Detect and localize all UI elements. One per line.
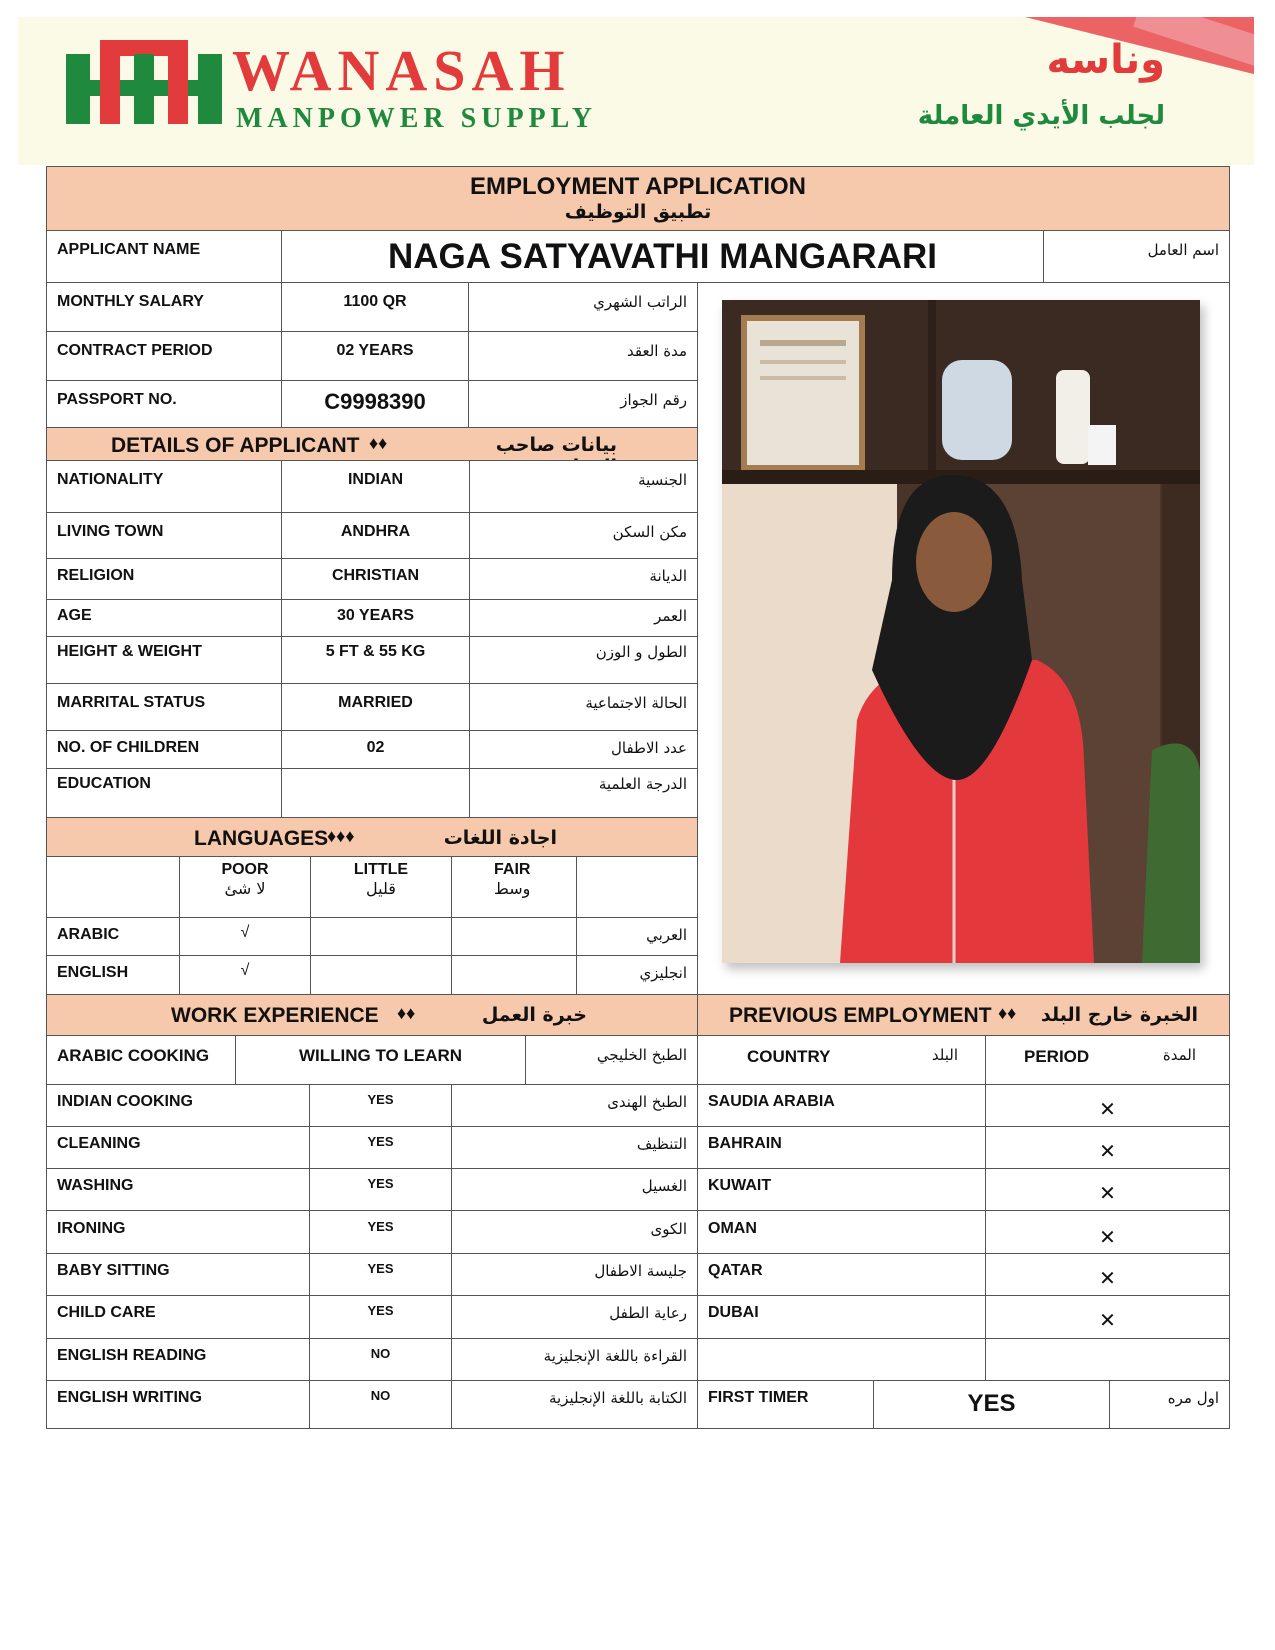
language-level-header xyxy=(179,856,311,918)
applicant-name-value: NAGA SATYAVATHI MANGARARI xyxy=(281,230,1044,283)
level-mark: √ xyxy=(179,917,311,956)
country-name: OMAN xyxy=(697,1210,986,1254)
language-name-arabic: العربي xyxy=(576,917,698,956)
blank-cell xyxy=(985,1338,1230,1381)
level-little-arabic: قليل xyxy=(366,879,396,898)
level-fair: FAIR xyxy=(494,861,531,878)
work-label-arabic: الغسيل xyxy=(451,1168,698,1211)
diamond-icon: ♦♦ xyxy=(397,1003,416,1023)
detail-label-arabic: الحالة الاجتماعية xyxy=(469,683,698,731)
level-mark: √ xyxy=(179,955,311,995)
detail-value: ANDHRA xyxy=(281,512,470,559)
applicant-name-label-arabic: اسم العامل xyxy=(1043,230,1230,283)
language-name: ARABIC xyxy=(46,917,180,956)
work-label: ARABIC COOKING xyxy=(46,1035,236,1085)
brand-name-arabic: وناسه xyxy=(1046,37,1165,83)
first-timer-value: YES xyxy=(873,1380,1110,1429)
country-name: QATAR xyxy=(697,1253,986,1296)
work-label: CLEANING xyxy=(46,1126,310,1169)
passport-label-arabic: رقم الجواز xyxy=(468,380,698,428)
level-fair-arabic: وسط xyxy=(494,879,531,898)
form-title: EMPLOYMENT APPLICATION xyxy=(470,173,806,200)
level-poor: POOR xyxy=(221,861,269,878)
salary-value: 1100 QR xyxy=(281,282,469,332)
work-value: YES xyxy=(309,1168,452,1211)
detail-label-arabic: عدد الاطفال xyxy=(469,730,698,769)
work-label: ENGLISH WRITING xyxy=(46,1380,310,1429)
level-mark xyxy=(451,917,577,956)
contract-label-arabic: مدة العقد xyxy=(468,331,698,381)
diamond-icon: ♦♦ xyxy=(998,1003,1017,1023)
contract-label: CONTRACT PERIOD xyxy=(46,331,282,381)
detail-label: EDUCATION xyxy=(46,768,282,818)
salary-label: MONTHLY SALARY xyxy=(46,282,282,332)
languages-title: LANGUAGES xyxy=(194,827,329,850)
work-title-arabic: خبرة العمل xyxy=(481,1004,587,1026)
work-value: YES xyxy=(309,1084,452,1127)
level-mark xyxy=(310,955,452,995)
passport-value: C9998390 xyxy=(281,380,469,428)
company-logo-icon xyxy=(64,36,224,126)
passport-label: PASSPORT NO. xyxy=(46,380,282,428)
detail-label: AGE xyxy=(46,599,282,637)
work-title: WORK EXPERIENCE xyxy=(171,1004,379,1027)
country-name: SAUDIA ARABIA xyxy=(697,1084,986,1127)
form-title-header xyxy=(46,166,1230,231)
country-header: COUNTRY xyxy=(747,1047,831,1066)
work-value: YES xyxy=(309,1210,452,1254)
details-title: DETAILS OF APPLICANT xyxy=(111,434,360,457)
applicant-name-label: APPLICANT NAME xyxy=(46,230,282,283)
previous-section-header xyxy=(697,994,1230,1036)
work-value: YES xyxy=(309,1126,452,1169)
brand-subtitle-arabic: لجلب الأيدي العاملة xyxy=(917,101,1165,131)
work-value: WILLING TO LEARN xyxy=(235,1035,526,1085)
detail-label-arabic: الديانة xyxy=(469,558,698,600)
language-name-arabic: انجليزي xyxy=(576,955,698,995)
brand-name: WANASAH xyxy=(232,38,571,103)
language-name: ENGLISH xyxy=(46,955,180,995)
level-mark xyxy=(310,917,452,956)
work-section-header xyxy=(46,994,698,1036)
detail-value: INDIAN xyxy=(281,460,470,513)
diamond-icon: ♦♦♦ xyxy=(327,826,355,846)
contract-value: 02 YEARS xyxy=(281,331,469,381)
work-label: IRONING xyxy=(46,1210,310,1254)
languages-title-arabic: اجادة اللغات xyxy=(443,827,557,849)
detail-label-arabic: العمر xyxy=(469,599,698,637)
diamond-icon: ♦♦ xyxy=(369,433,388,453)
first-timer-label: FIRST TIMER xyxy=(697,1380,874,1429)
work-label-arabic: الطبخ الهندى xyxy=(451,1084,698,1127)
work-label-arabic: القراءة باللغة الإنجليزية xyxy=(451,1338,698,1381)
period-mark: ✕ xyxy=(985,1084,1230,1127)
country-name: KUWAIT xyxy=(697,1168,986,1211)
detail-label: LIVING TOWN xyxy=(46,512,282,559)
languages-blank-cell xyxy=(46,856,180,918)
detail-label: HEIGHT & WEIGHT xyxy=(46,636,282,684)
work-label-arabic: رعاية الطفل xyxy=(451,1295,698,1339)
period-column-header xyxy=(985,1035,1230,1085)
work-label-arabic: التنظيف xyxy=(451,1126,698,1169)
first-timer-label-arabic: اول مره xyxy=(1109,1380,1230,1429)
detail-value xyxy=(281,768,470,818)
languages-section-header xyxy=(46,817,698,857)
detail-value: 02 xyxy=(281,730,470,769)
period-mark: ✕ xyxy=(985,1168,1230,1211)
detail-label-arabic: مكن السكن xyxy=(469,512,698,559)
work-label: ENGLISH READING xyxy=(46,1338,310,1381)
period-mark: ✕ xyxy=(985,1253,1230,1296)
work-label-arabic: جليسة الاطفال xyxy=(451,1253,698,1296)
brand-subtitle: MANPOWER SUPPLY xyxy=(236,103,597,134)
work-value: YES xyxy=(309,1295,452,1339)
details-title-arabic: بيانات صاحب xyxy=(495,434,617,456)
detail-label: RELIGION xyxy=(46,558,282,600)
detail-label-arabic: الجنسية xyxy=(469,460,698,513)
work-label: WASHING xyxy=(46,1168,310,1211)
work-value: NO xyxy=(309,1380,452,1429)
period-mark: ✕ xyxy=(985,1210,1230,1254)
previous-title-arabic: الخبرة خارج البلد xyxy=(1041,1004,1198,1026)
level-little: LITTLE xyxy=(353,861,409,878)
country-name: BAHRAIN xyxy=(697,1126,986,1169)
work-label: CHILD CARE xyxy=(46,1295,310,1339)
detail-value: 5 FT & 55 KG xyxy=(281,636,470,684)
detail-value: 30 YEARS xyxy=(281,599,470,637)
work-label-arabic: الكتابة باللغة الإنجليزية xyxy=(451,1380,698,1429)
applicant-photo xyxy=(722,300,1200,963)
work-label: INDIAN COOKING xyxy=(46,1084,310,1127)
blank-cell xyxy=(697,1338,986,1381)
country-column-header xyxy=(697,1035,986,1085)
language-level-header xyxy=(451,856,577,918)
period-header: PERIOD xyxy=(1024,1047,1090,1066)
languages-blank-cell xyxy=(576,856,698,918)
country-name: DUBAI xyxy=(697,1295,986,1339)
detail-label-arabic: الدرجة العلمية xyxy=(469,768,698,818)
details-section-header xyxy=(46,427,698,461)
work-value: YES xyxy=(309,1253,452,1296)
work-label-arabic: الطبخ الخليجي xyxy=(525,1035,698,1085)
detail-label-arabic: الطول و الوزن xyxy=(469,636,698,684)
country-header-arabic: البلد xyxy=(931,1046,958,1064)
period-mark: ✕ xyxy=(985,1126,1230,1169)
period-mark: ✕ xyxy=(985,1295,1230,1339)
level-poor-arabic: لا شئ xyxy=(224,879,266,898)
work-value: NO xyxy=(309,1338,452,1381)
salary-label-arabic: الراتب الشهري xyxy=(468,282,698,332)
detail-value: MARRIED xyxy=(281,683,470,731)
work-label: BABY SITTING xyxy=(46,1253,310,1296)
detail-label: NO. OF CHILDREN xyxy=(46,730,282,769)
period-header-arabic: المدة xyxy=(1162,1046,1196,1064)
level-mark xyxy=(451,955,577,995)
detail-label: MARRITAL STATUS xyxy=(46,683,282,731)
previous-title: PREVIOUS EMPLOYMENT xyxy=(729,1004,992,1027)
work-label-arabic: الكوى xyxy=(451,1210,698,1254)
detail-label: NATIONALITY xyxy=(46,460,282,513)
language-level-header xyxy=(310,856,452,918)
form-title-arabic: تطبيق التوظيف xyxy=(564,201,712,223)
detail-value: CHRISTIAN xyxy=(281,558,470,600)
